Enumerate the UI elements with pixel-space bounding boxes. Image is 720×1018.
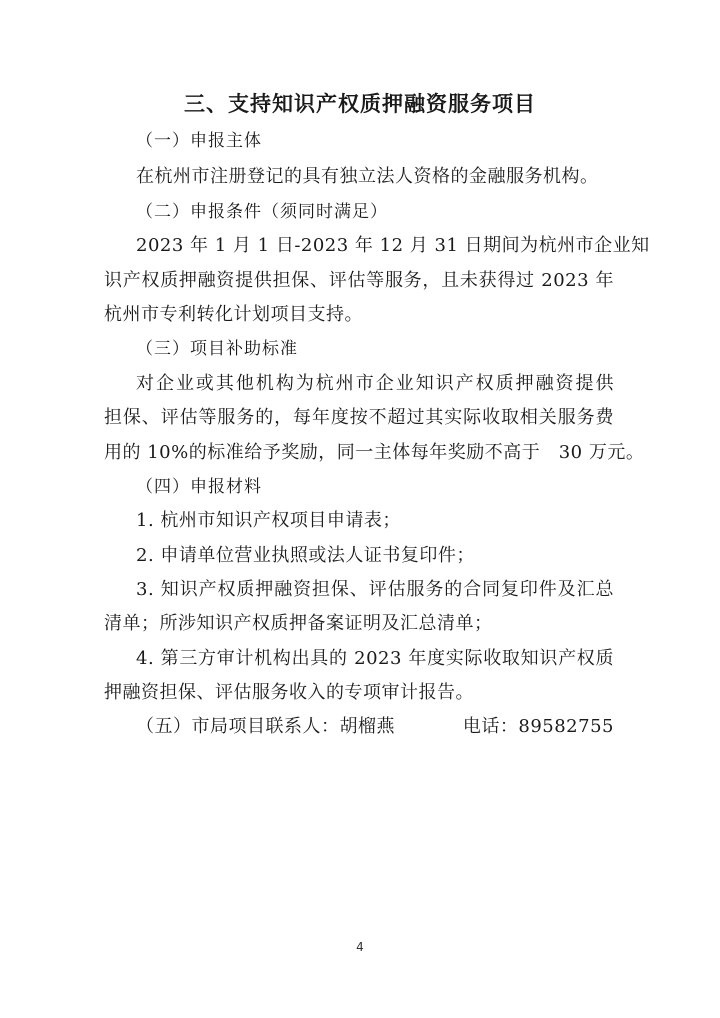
contact-phone: 电话：89582755	[462, 716, 614, 737]
section-heading-standard: （三）项目补助标准	[136, 339, 298, 359]
section-heading-conditions: （二）申报条件（须同时满足）	[136, 202, 388, 222]
paragraph-conditions-line: 识产权质押融资提供担保、评估等服务，且未获得过 2023 年	[104, 270, 614, 291]
materials-item: 4. 第三方审计机构出具的 2023 年度实际收取知识产权质	[136, 648, 614, 669]
page-title: 三、支持知识产权质押融资服务项目	[184, 92, 536, 116]
materials-item-continuation: 押融资担保、评估服务收入的专项审计报告。	[104, 682, 474, 703]
paragraph-conditions-line: 杭州市专利转化计划项目支持。	[104, 304, 363, 325]
paragraph-standard-line: 用的 10%的标准给予奖励，同一主体每年奖励不高于 30 万元。	[104, 442, 645, 463]
materials-item-continuation: 清单；所涉知识产权质押备案证明及汇总清单；	[104, 613, 493, 634]
contact-person: （五）市局项目联系人：胡榴燕	[136, 716, 395, 737]
paragraph-conditions-line: 2023 年 1 月 1 日-2023 年 12 月 31 日期间为杭州市企业知	[136, 235, 650, 256]
materials-item: 2. 申请单位营业执照或法人证书复印件；	[136, 545, 475, 566]
paragraph-standard-line: 担保、评估等服务的，每年度按不超过其实际收取相关服务费	[104, 407, 614, 428]
materials-item: 1. 杭州市知识产权项目申请表；	[136, 510, 401, 531]
section-heading-subject: （一）申报主体	[136, 131, 262, 151]
section-heading-materials: （四）申报材料	[136, 477, 262, 497]
page-number: 4	[356, 940, 364, 954]
paragraph-standard-line: 对企业或其他机构为杭州市企业知识产权质押融资提供	[136, 373, 614, 394]
paragraph-subject: 在杭州市注册登记的具有独立法人资格的金融服务机构。	[136, 166, 599, 187]
materials-item: 3. 知识产权质押融资担保、评估服务的合同复印件及汇总	[136, 579, 614, 600]
contact-row	[136, 714, 614, 740]
